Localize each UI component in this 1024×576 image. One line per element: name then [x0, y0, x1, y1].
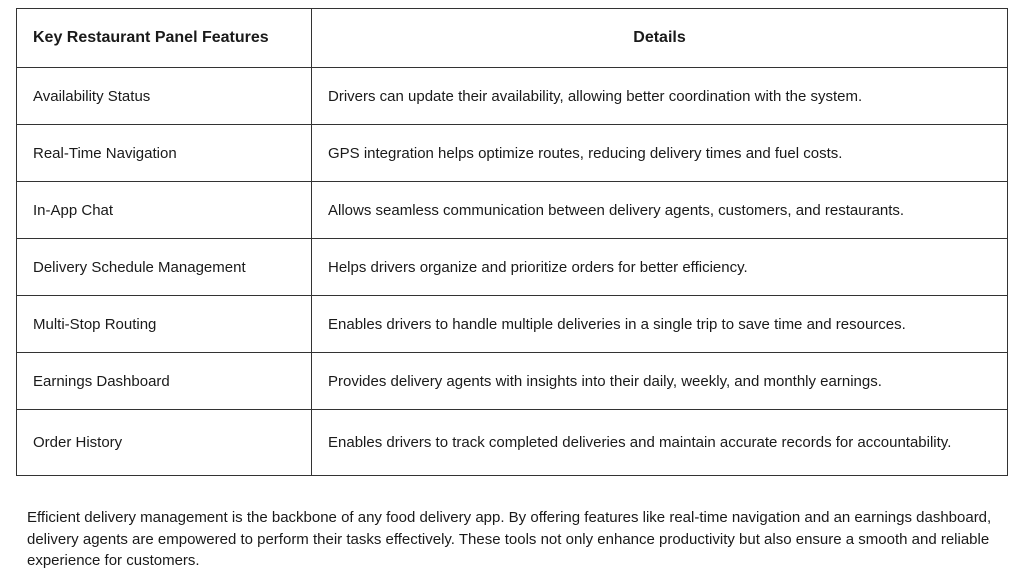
table-row — [17, 182, 1008, 239]
details-cell: Allows seamless communication between delivery agents, customers, and restaurants. — [312, 182, 1008, 239]
feature-cell: Order History — [17, 410, 312, 476]
feature-cell: Real-Time Navigation — [17, 125, 312, 182]
feature-cell: Availability Status — [17, 68, 312, 125]
table-row — [17, 68, 1008, 125]
table-row — [17, 239, 1008, 296]
table-row — [17, 125, 1008, 182]
table-row — [17, 296, 1008, 353]
feature-cell: In-App Chat — [17, 182, 312, 239]
details-cell: Enables drivers to handle multiple deliveries in a single trip to save time and resources. — [312, 296, 1008, 353]
feature-cell: Delivery Schedule Management — [17, 239, 312, 296]
features-table — [16, 8, 1008, 476]
table-header-row — [17, 9, 1008, 68]
details-cell: Helps drivers organize and prioritize orders for better efficiency. — [312, 239, 1008, 296]
details-cell: Drivers can update their availability, allowing better coordination with the system. — [312, 68, 1008, 125]
column-header-feature: Key Restaurant Panel Features — [17, 9, 312, 68]
details-cell: Provides delivery agents with insights into their daily, weekly, and monthly earnings. — [312, 353, 1008, 410]
table-row — [17, 353, 1008, 410]
summary-paragraph: Efficient delivery management is the backbone of any food delivery app. By offering features like real-time navigation and an earnings dashboard, delivery agents are empowered to perform their tasks effectively. These tools not only enhance productivity but also ensure a smooth and reliable experience for customers. — [27, 509, 992, 569]
details-cell: GPS integration helps optimize routes, reducing delivery times and fuel costs. — [312, 125, 1008, 182]
column-header-details: Details — [312, 9, 1008, 68]
table-row — [17, 410, 1008, 476]
feature-cell: Multi-Stop Routing — [17, 296, 312, 353]
details-cell: Enables drivers to track completed deliveries and maintain accurate records for accountability. — [312, 410, 1008, 476]
feature-cell: Earnings Dashboard — [17, 353, 312, 410]
